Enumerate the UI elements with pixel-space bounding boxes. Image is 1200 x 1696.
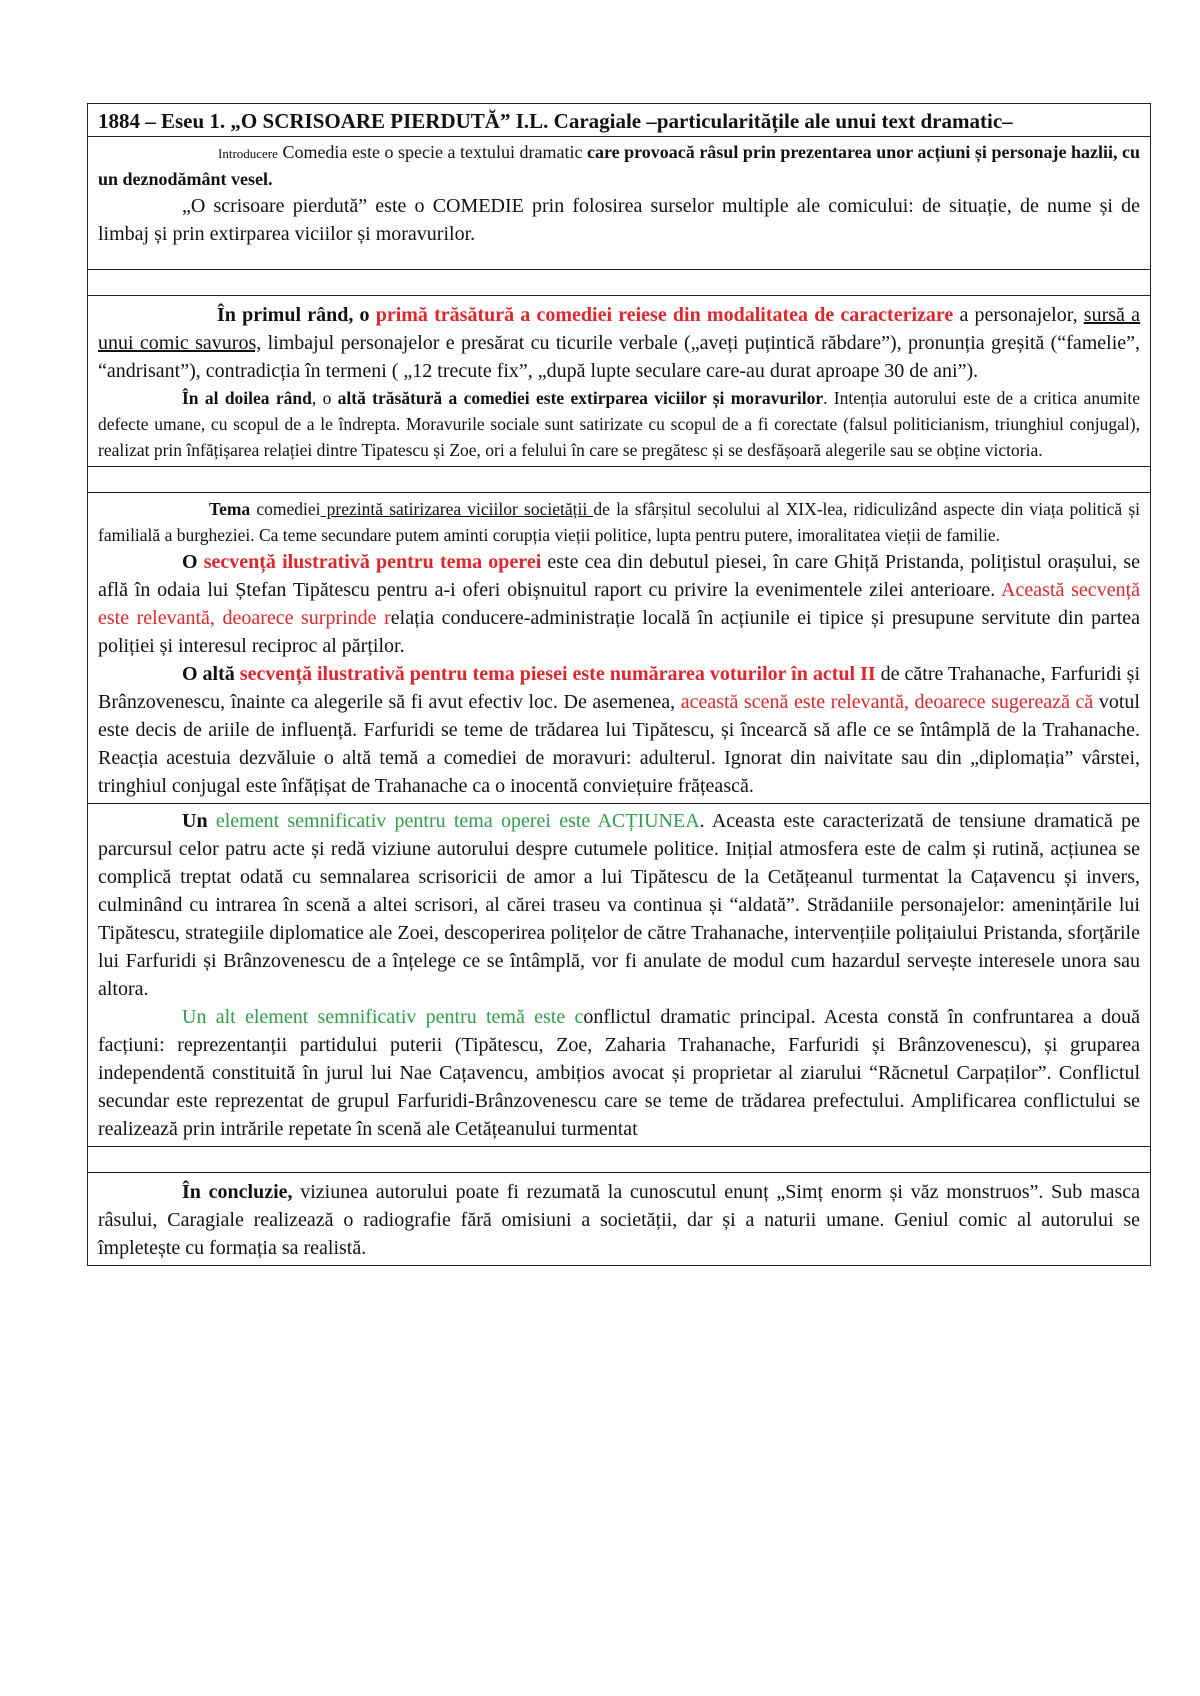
essay-table: [87, 103, 1151, 1266]
intro-thesis: „O scrisoare pierdută” este o COMEDIE prin folosirea surselor multiple ale comicului: de situație, de nume și de limbaj și prin extirparea viciilor și moravurilor.: [98, 195, 1140, 245]
intro-paragraph: Introducere Comedia este o specie a textului dramatic care provoacă râsul prin prezentarea unor acțiuni și personaje hazlii, cu un deznodământ vesel.: [98, 142, 1140, 189]
introduction-cell: [88, 137, 1150, 270]
intro-tag: Introducere: [218, 146, 278, 161]
feature-one-paragraph: În primul rând, o primă trăsătură a comediei reiese din modalitatea de caracterizare a personajelor, sursă a unui comic savuros, limbajul personajelor e presărat cu ticurile verbale („aveți puțintică răbdare”), pronunția greșită (“famelie”, “andrisant”), contradicția în termeni ( „12 trecute fix”, „după lupte seculare care-au durat aproape 30 de ani”).: [98, 304, 1141, 382]
theme-cell: [88, 493, 1150, 804]
conclusion-paragraph: În concluzie, viziunea autorului poate fi rezumată la cunoscutul enunț „Simț enorm și văz monstruos”. Sub masca râsului, Caragiale realizează o radiografie fără omisiuni a societății, dar și a naturii umane. Geniul comic al autorului se împletește cu formația sa realistă.: [98, 1181, 1140, 1259]
sequence-one-paragraph: O secvență ilustrativă pentru tema operei este cea din debutul piesei, în care Ghiță Pristanda, polițistul orașului, se află în odaia lui Ștefan Tipătescu pentru a-i oferi obișnuitul raport cu privire la evenimentele zilei anterioare. Această secvență este relevantă, deoarece surprinde relația conducere-administrație locală în acțiunile ei tipice și presupune servitute din partea poliției și interesul reciproc al părților.: [98, 551, 1140, 657]
feature-two-paragraph: În al doilea rând, o altă trăsătură a comediei este extirparea viciilor și moravurilor. Intenția autorului este de a critica anumite defecte umane, cu scopul de a le îndrepta. Moravurile sociale sunt satirizate cu scopul de a fi corectate (falsul politicianism, triunghiul conjugal), realizat prin înfățișarea relației dintre Tipatescu și Zoe, ori a felului în care se pregătesc și se desfășoară alegerile sau se obține victoria.: [98, 388, 1140, 460]
spacer-row: [88, 467, 1150, 493]
sequence-two-paragraph: O altă secvență ilustrativă pentru tema piesei este numărarea voturilor în actul II de către Trahanache, Farfuridi și Brânzovenescu, înainte ca alegerile să fi avut efectiv loc. De asemenea, această scenă este relevantă, deoarece sugerează că votul este decis de ariile de influență. Farfuridi se teme de trădarea lui Tipătescu, și încearcă să afle ce se întâmplă de la Trahanache. Reacția acestuia dezvăluie o altă temă a comediei de moravuri: adulterul. Ignorat din naivitate sau din „diplomația” vârstei, tringhiul conjugal este înfățișat de Trahanache ca o inocentă conviețuire frățească.: [98, 663, 1140, 797]
spacer-row: [88, 270, 1150, 296]
action-paragraph: Un element semnificativ pentru tema operei este ACȚIUNEA. Aceasta este caracterizată de tensiune dramatică pe parcursul celor patru acte și redă viziune autorului despre cutumele politice. Inițial atmosfera este de calm și rutină, acțiunea se complică treptat odată cu semnalarea scrisoricii de amor a lui Tipătescu de la Cetățeanul turmentat la Cațavencu și invers, culminând cu intrarea în scenă a altei scrisori, al cărei traseu va continua și “aldată”. Strădaniile personajelor: amenințările lui Tipătescu, strategiile diplomatice ale Zoei, descoperirea polițelor de către Trahanache, intervențiile polițaiului Pristanda, sforțările lui Farfuridi și Brânzovenescu de a înțelege ce se întâmplă, vor fi anulate de modul cum hazardul servește interesele unora sau altora.: [98, 810, 1140, 1000]
comedy-features-cell: [88, 296, 1150, 467]
spacer-row: [88, 1147, 1150, 1173]
conclusion-cell: [88, 1173, 1150, 1265]
conflict-paragraph: Un alt element semnificativ pentru temă este conflictul dramatic principal. Acesta constă în confruntarea a două facțiuni: reprezentanții partidului puterii (Tipătescu, Zoe, Zaharia Trahanache, Farfuridi și Brânzovenescu), și gruparea independentă constituită în jurul lui Nae Cațavencu, ambițios avocat și proprietar al ziarului “Răcnetul Carpaților”. Conflictul secundar este reprezentat de grupul Farfuridi-Brânzovenescu care se teme de trădarea prefectului. Amplificarea conflictului se realizează prin intrările repetate în scenă ale Cetățeanului turmentat: [98, 1006, 1140, 1140]
action-conflict-cell: [88, 804, 1150, 1147]
essay-title: 1884 – Eseu 1. „O SCRISOARE PIERDUTĂ” I.L. Caragiale –particularitățile ale unui text dramatic–: [88, 104, 1150, 137]
theme-paragraph: Tema comediei prezintă satirizarea viciilor societății de la sfârșitul secolului al XIX-lea, ridiculizând aspecte din viața politică și familială a burgheziei. Ca teme secundare putem aminti corupția vieții politice, lupta pentru putere, imoralitatea vieții de familie.: [98, 499, 1141, 545]
